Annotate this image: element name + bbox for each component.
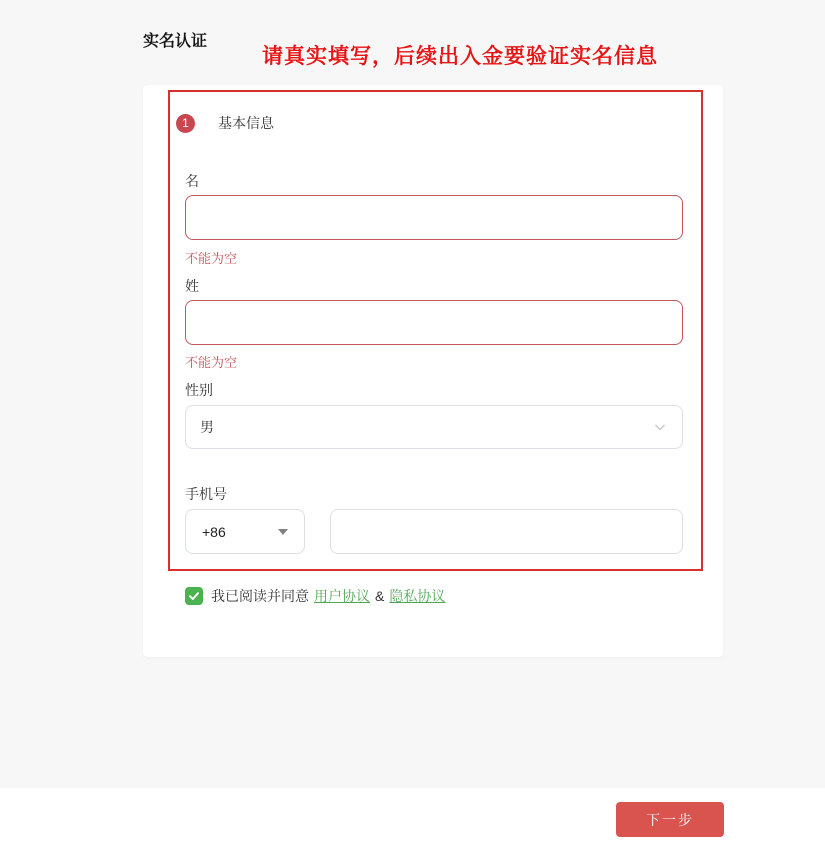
step-label: 基本信息 <box>218 115 274 131</box>
agreement-checkbox[interactable] <box>185 587 203 605</box>
check-icon <box>188 590 200 602</box>
caret-down-icon <box>278 529 288 535</box>
last-name-label: 姓 <box>185 278 199 294</box>
chevron-down-icon <box>652 419 668 435</box>
gender-select[interactable] <box>185 405 683 449</box>
tab-basic-info[interactable] <box>176 113 274 133</box>
gender-label: 性别 <box>185 382 213 398</box>
warning-banner: 请真实填写，后续出入金要验证实名信息 <box>262 45 658 68</box>
last-name-input[interactable] <box>185 300 683 345</box>
privacy-policy-link[interactable]: 隐私协议 <box>389 588 446 604</box>
phone-label: 手机号 <box>185 486 227 502</box>
gender-selected-value: 男 <box>200 419 214 435</box>
step-number-badge: 1 <box>176 114 195 133</box>
agreement-text: 我已阅读并同意 <box>211 588 309 604</box>
agreement-row <box>185 586 445 606</box>
country-code-select[interactable] <box>185 509 305 554</box>
next-step-button[interactable]: 下一步 <box>616 802 724 837</box>
footer-bar <box>0 788 825 849</box>
page-title: 实名认证 <box>143 33 208 50</box>
first-name-error: 不能为空 <box>185 251 238 266</box>
first-name-input[interactable] <box>185 195 683 240</box>
first-name-label: 名 <box>185 173 199 189</box>
form-card <box>143 85 723 657</box>
last-name-error: 不能为空 <box>185 355 238 370</box>
country-code-value: +86 <box>202 523 226 540</box>
user-agreement-link[interactable]: 用户协议 <box>314 588 370 604</box>
phone-input[interactable] <box>330 509 683 554</box>
agreement-separator: & <box>375 588 385 604</box>
